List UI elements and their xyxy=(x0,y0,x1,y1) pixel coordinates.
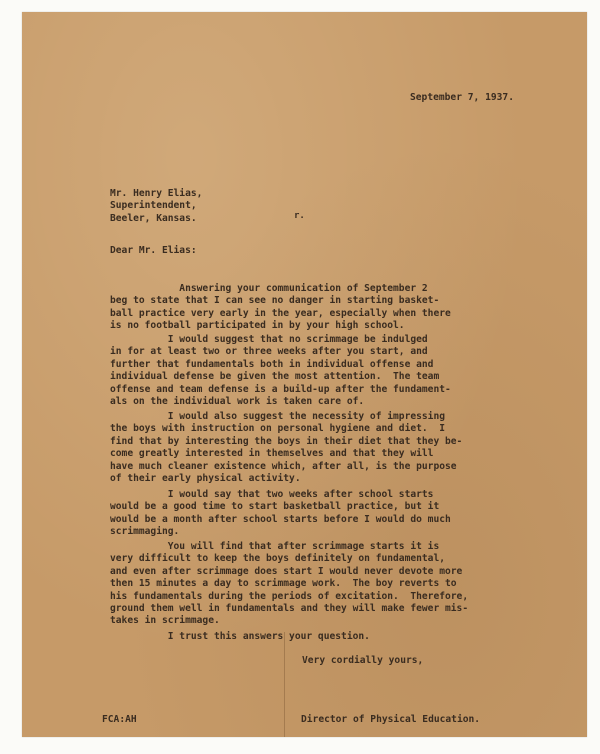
letter-paper xyxy=(22,12,587,737)
recipient-name: Mr. Henry Elias, xyxy=(110,188,203,199)
body-paragraph-6: I trust this answers your question. xyxy=(110,631,370,642)
recipient-address xyxy=(110,188,202,225)
body-paragraph-2: I would suggest that no scrimmage be indulged in for at least two or three weeks after you start, and further that fundamentals both in individual offense and individual defense be given the most attention. The team offense and team defense is a build-up after the fundament- als on the individual work is taken care of. xyxy=(110,334,451,408)
signature-title: Director of Physical Education. xyxy=(301,714,481,725)
letter-date: September 7, 1937. xyxy=(410,92,514,103)
stray-mark: r. xyxy=(294,211,305,221)
paper-crease xyxy=(284,632,285,737)
salutation: Dear Mr. Elias: xyxy=(110,245,197,256)
reference-initials: FCA:AH xyxy=(102,714,137,725)
recipient-location: Beeler, Kansas. xyxy=(110,212,197,224)
body-paragraph-5: You will find that after scrimmage starts it is very difficult to keep the boys definitely on fundamental, and even after scrimmage does start I would never devote more then 15 minutes a day to scrimmage work. The boy reverts to his fundamentals during the periods of excitation. Therefore, ground them well in fundamentals and they will make fewer mis- takes in scrimmage. xyxy=(110,541,469,627)
closing: Very cordially yours, xyxy=(302,655,424,666)
body-paragraph-4: I would say that two weeks after school starts would be a good time to start basketball practice, but it would be a month after school starts before I would do much scrimmaging. xyxy=(110,489,451,538)
body-paragraph-3: I would also suggest the necessity of impressing the boys with instruction on personal hygiene and diet. I find that by interesting the boys in their diet that they be- come greatly interested in themselves and that they will have much cleaner existence which, after all, is the purpose of their early physical activity. xyxy=(110,411,463,485)
body-paragraph-1: Answering your communication of September 2 beg to state that I can see no danger in starting basket- ball practice very early in the year, especially when there is no football participated in by your high school. xyxy=(110,283,451,332)
recipient-title: Superintendent, xyxy=(110,200,197,212)
